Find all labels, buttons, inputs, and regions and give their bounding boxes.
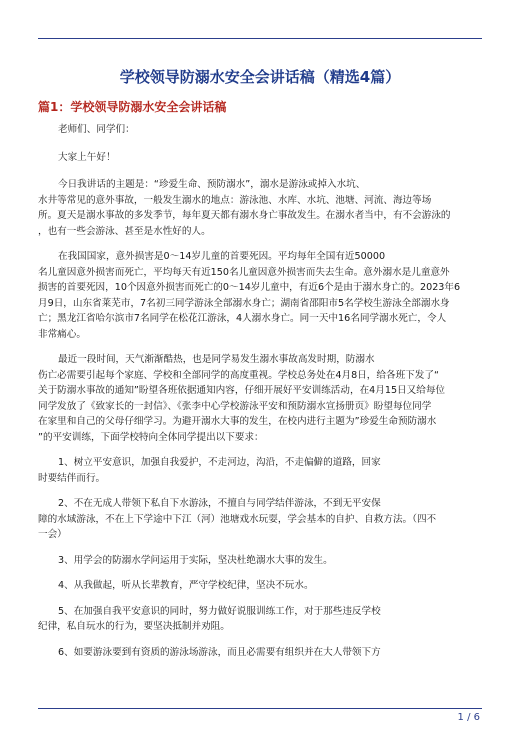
paragraph-line: 非常痛心。 [38,328,86,340]
paragraph-line: 所。夏天是溺水事故的多发季节，每年夏天都有溺水身亡事故发生。在溺水者当中，有不会游泳的 [38,210,451,221]
body-paragraph [38,352,484,445]
paragraph-line: 2、不在无成人带领下私自下水游泳，不擅自与同学结伴游泳，不到无平安保 [58,498,381,509]
paragraph-line: ”的平安训练，下面学校特向全体同学提出以下要求： [38,431,264,443]
paragraph-line: 同学发放了《致家长的一封信》、《张李中心学校游泳平安和预防溺水宣扬册页》盼望每位同学 [38,400,432,412]
paragraph-line: 4、从我做起，听从长辈教育，严守学校纪律，坚决不玩水。 [58,580,314,591]
body-paragraph [38,553,484,569]
paragraph-line: ，也有一些会游泳、甚至是水性好的人。 [38,225,211,237]
paragraph-line: 障的水域游泳，不在上下学途中下江（河）池塘戏水玩耍，学会基本的自护、自救方法。（四不 [38,513,437,525]
paragraph-line: 名儿童因意外损害而死亡，平均每天有近150名儿童因意外损害而失去生命。意外溺水是儿童意外 [38,266,450,278]
paragraph-line: 伤亡必需要引起每个家庭、学校和全部同学的高度重视。学校总务处在4月8日，给各班下发了“ [38,369,439,381]
header-rule [38,38,482,39]
body-paragraph [38,455,484,486]
paragraph-line: 今日我讲话的主题是：“珍爱生命、预防溺水”，溺水是游泳或掉入水坑、 [58,179,366,190]
paragraph-line: 关于防溺水事故的通知”盼望各班依据通知内容，仔细开展好平安训练活动，在4月15日又给每位 [38,385,446,396]
page-indicator: 1 / 6 [457,712,480,723]
paragraph-line: 水井等常见的意外事故，一般发生溺水的地点：游泳池、水库、水坑、池塘、河流、海边等场 [38,194,432,206]
paragraph-line: 在我国国家，意外损害是0～14岁儿童的首要死因。平均每年全国有近50000 [58,251,386,262]
paragraph-line: 亡；黑龙江省哈尔滨市7名同学在松花江游泳，4人溺水身亡。同一天中16名同学溺水死亡，令人 [38,313,447,324]
section-heading: 篇1：学校领导防溺水安全会讲话稿 [38,100,227,114]
body-paragraph [38,578,484,594]
paragraph-line: 月9日，山东省莱芜市，7名初三同学游泳全部溺水身亡；湖南省邵阳市5名学校生游泳全部溺水身 [38,297,450,309]
salutation: 大家上午好！ [58,151,116,163]
paragraph-line: 在家里和自己的父母仔细学习。为避开溺水大事的发生，在校内进行主题为”珍爱生命预防溺水 [38,416,437,427]
greeting: 老师们、同学们： [58,124,135,135]
body-paragraph [38,645,484,661]
paragraph-line: 1、树立平安意识，加强自我爱护，不走河边，沟沿，不走偏僻的道路，回家 [58,457,381,468]
document-body [38,122,484,670]
footer-rule [38,708,482,709]
paragraph-line: 纪律，私自玩水的行为，要坚决抵制并劝阻。 [38,621,230,632]
body-paragraph [38,496,484,543]
paragraph-line: 最近一段时间，天气渐渐酷热，也是同学易发生溺水事故高发时期，防溺水 [58,354,375,365]
paragraph-line: 损害的首要死因，10个因意外损害而死亡的0～14岁儿童中，有近6个是由于溺水身亡的。2023年6 [38,282,461,293]
paragraph-line: 一会） [38,529,67,540]
body-paragraph [38,604,484,635]
paragraph-line: 6、如要游泳要到有资质的游泳场游泳，而且必需要有组织并在大人带领下方 [58,646,381,658]
document-title: 学校领导防溺水安全会讲话稿（精选4篇） [119,68,401,86]
body-paragraph [38,177,484,239]
paragraph-line: 3、用学会的防溺水学问运用于实际，坚决杜绝溺水大事的发生。 [58,554,333,566]
paragraph-list [38,177,484,660]
paragraph-line: 5、在加强自我平安意识的同时，努力做好说服训练工作，对于那些违反学校 [58,605,381,617]
body-paragraph [38,249,484,342]
paragraph-line: 时要结伴而行。 [38,472,106,484]
